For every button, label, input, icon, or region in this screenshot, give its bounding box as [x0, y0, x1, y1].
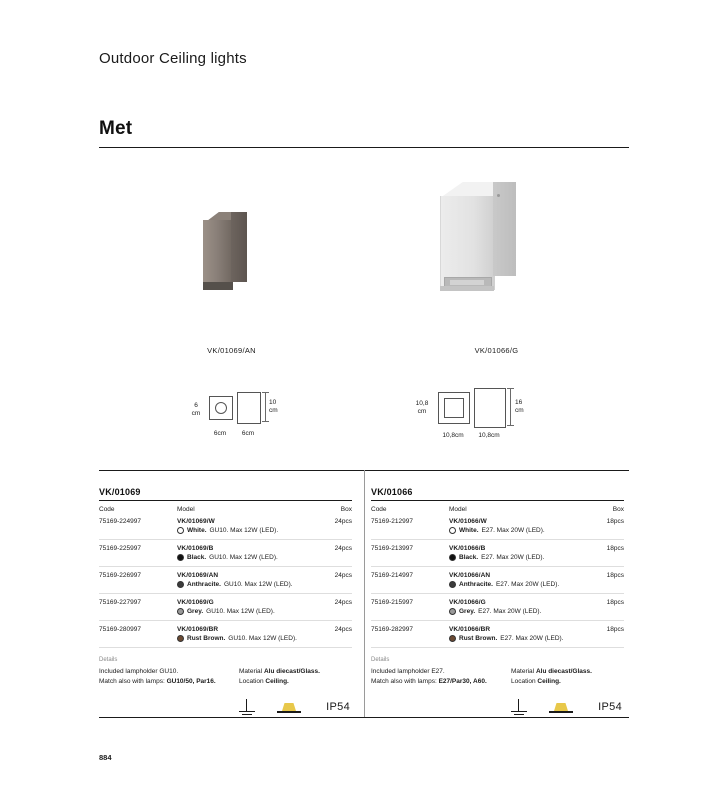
col-header-code: Code	[371, 506, 387, 513]
row-code: 75169-227997	[99, 599, 141, 606]
row-box: 18pcs	[606, 518, 624, 525]
row-color: Anthracite.	[187, 581, 221, 588]
dim-side-view-left	[237, 392, 261, 424]
row-spec: GU10. Max 12W (LED).	[209, 527, 279, 534]
details-lampholder: Included lampholder GU10.	[99, 668, 179, 675]
dimension-drawing-left	[99, 382, 364, 462]
product-block-right	[364, 160, 629, 460]
page-family-title: Met	[99, 118, 133, 139]
color-swatch-icon	[449, 554, 456, 561]
product-block-left	[99, 160, 364, 460]
row-code: 75169-282997	[371, 626, 413, 633]
details-body	[371, 663, 624, 687]
row-color: Anthracite.	[459, 581, 493, 588]
col-header-box: Box	[612, 506, 624, 513]
ceiling-lamp-illustration	[440, 182, 516, 300]
row-model: VK/01066/G	[449, 599, 486, 606]
product-table-left	[99, 470, 352, 729]
row-color: Black.	[459, 554, 479, 561]
col-header-code: Code	[99, 506, 115, 513]
row-code: 75169-226997	[99, 572, 141, 579]
details-match-prefix: Match also with lamps:	[99, 678, 167, 685]
dimension-drawing-right	[364, 382, 629, 462]
details-label: Details	[371, 657, 390, 663]
table-title: VK/01069	[99, 470, 352, 501]
row-model: VK/01069/W	[177, 518, 215, 525]
details-location-prefix: Location	[511, 678, 538, 685]
details-material-value: Alu diecast/Glass.	[263, 668, 320, 675]
row-spec: E27. Max 20W (LED).	[495, 581, 560, 588]
row-code: 75169-212997	[371, 518, 413, 525]
table-row[interactable]	[371, 621, 624, 648]
dim-width-label-1-right: 10,8cm	[442, 432, 464, 439]
dim-lens-circle-left	[215, 402, 227, 414]
row-box: 24pcs	[334, 545, 352, 552]
details-match-value: E27/Par30, A60.	[438, 678, 487, 685]
details-material-prefix: Material	[239, 668, 264, 675]
details-body	[99, 663, 352, 687]
tables-vertical-divider	[364, 470, 365, 717]
color-swatch-icon	[449, 635, 456, 642]
details-lampholder: Included lampholder E27.	[371, 668, 445, 675]
row-box: 18pcs	[606, 599, 624, 606]
row-color: Grey.	[459, 608, 476, 615]
row-box: 18pcs	[606, 545, 624, 552]
row-color: Rust Brown.	[187, 635, 226, 642]
row-color: Black.	[187, 554, 207, 561]
table-row[interactable]	[371, 594, 624, 621]
table-row[interactable]	[371, 567, 624, 594]
row-spec: E27. Max 20W (LED).	[478, 608, 542, 615]
row-model: VK/01069/G	[177, 599, 214, 606]
page-number: 884	[99, 753, 112, 762]
product-image-right	[364, 160, 629, 320]
row-model: VK/01069/BR	[177, 626, 219, 633]
details-label: Details	[99, 657, 118, 663]
dim-depth-label-left: 6 cm	[191, 402, 201, 417]
row-color: Rust Brown.	[459, 635, 498, 642]
row-model: VK/01069/AN	[177, 572, 219, 579]
details-location-value: Ceiling.	[537, 678, 561, 685]
details-match-value: GU10/50, Par16.	[166, 678, 216, 685]
row-box: 18pcs	[606, 626, 624, 633]
table-row[interactable]	[99, 594, 352, 621]
product-code-caption-left: VK/01069/AN	[207, 346, 256, 355]
product-table-right	[371, 470, 624, 729]
row-box: 18pcs	[606, 572, 624, 579]
dim-width-label-1-left: 6cm	[213, 430, 227, 437]
table-row[interactable]	[99, 540, 352, 567]
row-code: 75169-215997	[371, 599, 413, 606]
details-material-prefix: Material	[511, 668, 536, 675]
row-box: 24pcs	[334, 518, 352, 525]
row-box: 24pcs	[334, 599, 352, 606]
dim-side-view-right	[474, 388, 506, 428]
row-spec: GU10. Max 12W (LED).	[223, 581, 293, 588]
ceiling-lamp-illustration	[203, 212, 247, 290]
table-row[interactable]	[99, 567, 352, 594]
color-swatch-icon	[177, 527, 184, 534]
color-swatch-icon	[449, 581, 456, 588]
dim-depth-label-right: 10,8 cm	[415, 400, 429, 415]
color-swatch-icon	[449, 527, 456, 534]
dim-inner-square-right	[444, 398, 464, 418]
dim-height-line-right	[510, 388, 511, 426]
row-spec: GU10. Max 12W (LED).	[228, 635, 297, 642]
header-divider	[99, 147, 629, 148]
color-swatch-icon	[177, 635, 184, 642]
details-location-prefix: Location	[239, 678, 266, 685]
col-header-model: Model	[449, 506, 467, 513]
row-spec: E27. Max 20W (LED).	[481, 527, 545, 534]
table-row[interactable]	[99, 621, 352, 648]
row-model: VK/01066/BR	[449, 626, 491, 633]
row-spec: E27. Max 20W (LED).	[500, 635, 564, 642]
table-header-row	[371, 501, 624, 513]
details-icons-row	[371, 693, 624, 729]
color-swatch-icon	[177, 554, 184, 561]
row-code: 75169-213997	[371, 545, 413, 552]
row-code: 75169-224997	[99, 518, 141, 525]
product-code-caption-right: VK/01066/G	[474, 346, 519, 355]
table-header-row	[99, 501, 352, 513]
dim-width-label-2-left: 6cm	[241, 430, 255, 437]
col-header-box: Box	[340, 506, 352, 513]
ip-rating-badge: IP54	[598, 701, 622, 713]
details-icons-row	[99, 693, 352, 729]
table-row[interactable]	[371, 540, 624, 567]
table-row[interactable]	[99, 513, 352, 540]
row-spec: GU10. Max 12W (LED).	[209, 554, 278, 561]
details-material-value: Alu diecast/Glass.	[535, 668, 592, 675]
product-image-left	[99, 160, 364, 320]
table-title: VK/01066	[371, 470, 624, 501]
row-spec: E27. Max 20W (LED).	[481, 554, 545, 561]
row-color: Grey.	[187, 608, 204, 615]
row-box: 24pcs	[334, 572, 352, 579]
row-model: VK/01066/W	[449, 518, 487, 525]
row-color: White.	[459, 527, 479, 534]
col-header-model: Model	[177, 506, 195, 513]
dim-width-label-2-right: 10,8cm	[478, 432, 500, 439]
row-color: White.	[187, 527, 207, 534]
row-model: VK/01066/AN	[449, 572, 491, 579]
row-code: 75169-214997	[371, 572, 413, 579]
row-spec: GU10. Max 12W (LED).	[206, 608, 275, 615]
row-model: VK/01069/B	[177, 545, 214, 552]
color-swatch-icon	[177, 581, 184, 588]
table-row[interactable]	[371, 513, 624, 540]
row-code: 75169-280997	[99, 626, 141, 633]
color-swatch-icon	[449, 608, 456, 615]
dim-height-label-right: 16 cm	[515, 399, 524, 414]
row-model: VK/01066/B	[449, 545, 486, 552]
page-category-title: Outdoor Ceiling lights	[99, 50, 247, 67]
product-images-area	[99, 160, 629, 460]
footer-divider	[99, 717, 629, 718]
ip-rating-badge: IP54	[326, 701, 350, 713]
dim-height-label-left: 10 cm	[269, 399, 278, 414]
color-swatch-icon	[177, 608, 184, 615]
details-match-prefix: Match also with lamps:	[371, 678, 439, 685]
details-location-value: Ceiling.	[265, 678, 289, 685]
row-box: 24pcs	[334, 626, 352, 633]
dim-height-line-left	[265, 392, 266, 422]
row-code: 75169-225997	[99, 545, 141, 552]
